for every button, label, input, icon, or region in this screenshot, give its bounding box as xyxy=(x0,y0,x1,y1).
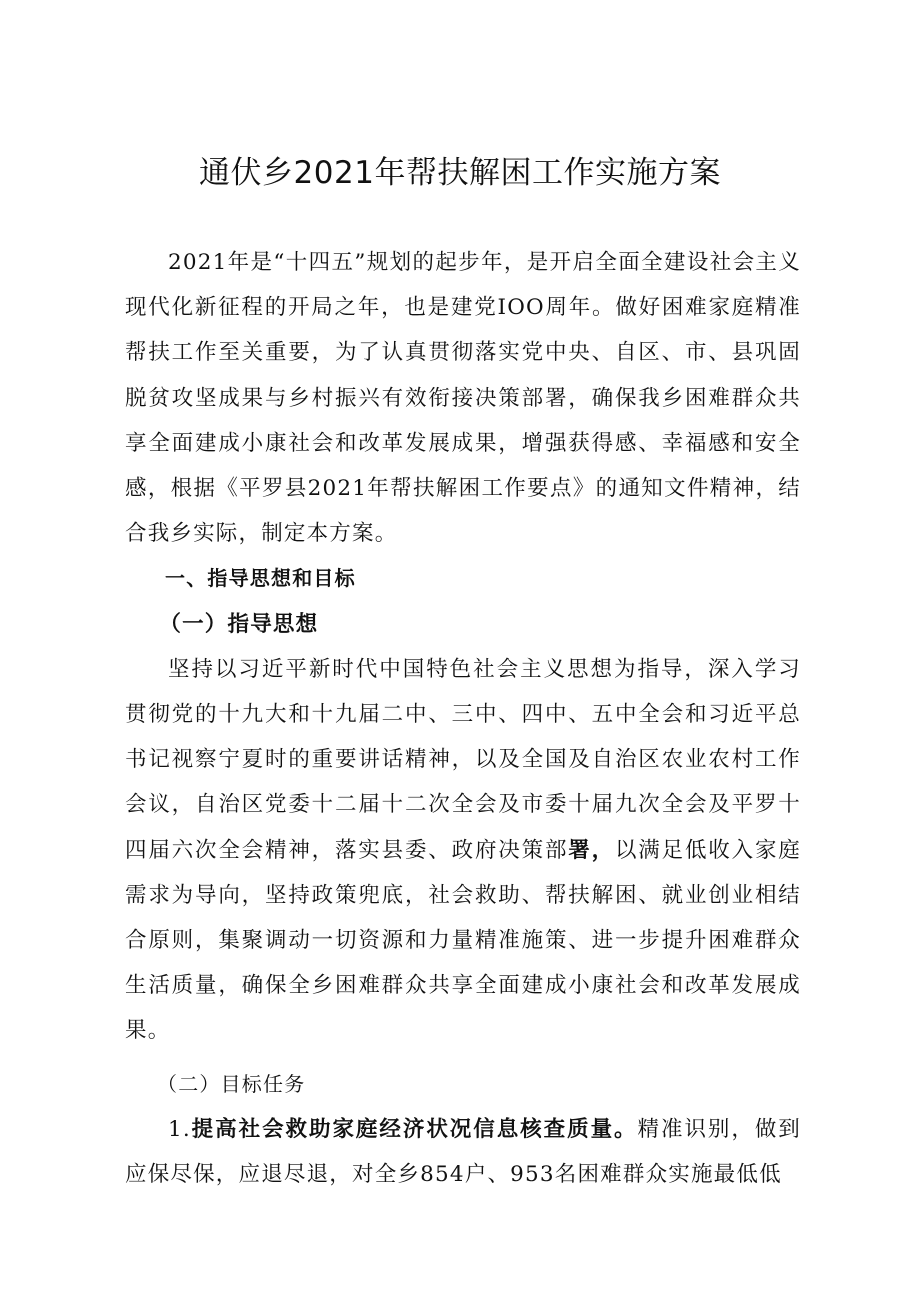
goal-item-1-heading: 提高社会救助家庭经济状况信息核查质量。 xyxy=(190,1116,638,1142)
guiding-text-part-b: 以满足低收入家庭需求为导向，坚持政策兜底，社会救助、帮扶解困、就业创业相结合原则，集聚调动一切资源和力量精准施策、进一步提升困难群众生活质量，确保全乡困难群众共享全面建成小康社会和改革发展成果。 xyxy=(125,837,801,1044)
guiding-text-bold: 署， xyxy=(568,837,615,863)
subsection-heading-guiding-thought: （一）指导思想 xyxy=(159,611,319,637)
subsection-heading-goals-tasks: （二）目标任务 xyxy=(157,1071,306,1096)
goal-item-1-number: 1. xyxy=(168,1116,191,1142)
section-heading-guiding-thought-and-goals: 一、指导思想和目标 xyxy=(165,566,356,591)
guiding-text-part-a: 坚持以习近平新时代中国特色社会主义思想为指导，深入学习贯彻党的十九大和十九届二中、三中、四中、五中全会和习近平总书记视察宁夏时的重要讲话精神，以及全国及自治区农业农村工作会议，自治区党委十二届十二次全会及市委十届九次全会及平罗十四届六次全会精神，落实县委、政府决策部 xyxy=(125,656,801,863)
goal-item-1 xyxy=(125,1107,801,1197)
document-title: 通伏乡2021年帮扶解困工作实施方案 xyxy=(199,155,721,191)
intro-paragraph: 2021年是“十四五”规划的起步年，是开启全面全建设社会主义现代化新征程的开局之年，也是建党IOO周年。做好困难家庭精准帮扶工作至关重要，为了认真贯彻落实党中央、自区、市、县巩固脱贫攻坚成果与乡村振兴有效衔接决策部署，确保我乡困难群众共享全面建成小康社会和改革发展成果，增强获得感、幸福感和安全感，根据《平罗县2021年帮扶解困工作要点》的通知文件精神，结合我乡实际，制定本方案。 xyxy=(125,250,801,547)
guiding-thought-paragraph xyxy=(125,647,801,1054)
document-body xyxy=(125,240,801,1197)
goal-item-1-text: 精准识别，做到应保尽保，应退尽退，对全乡854户、953名困难群众实施最低低 xyxy=(125,1116,801,1188)
